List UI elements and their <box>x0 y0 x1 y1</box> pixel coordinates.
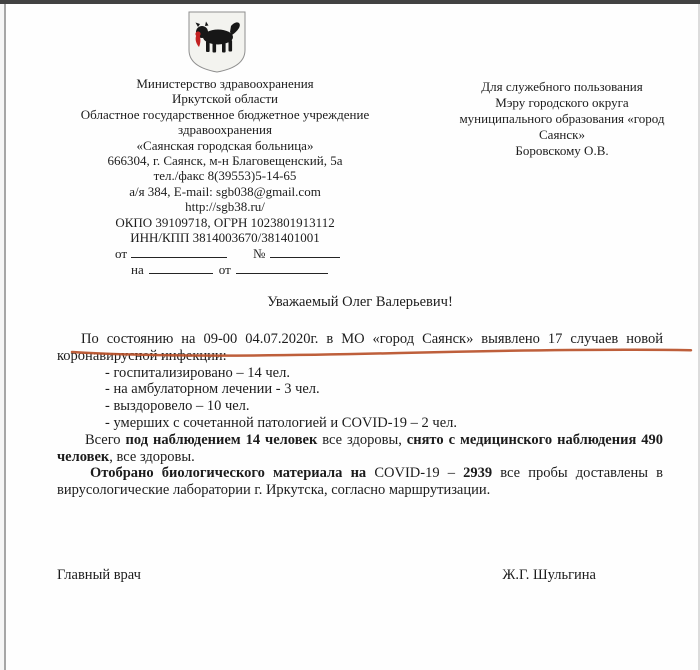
signer-name: Ж.Г. Шульгина <box>502 567 596 583</box>
signature-block <box>57 567 596 584</box>
number-label: № <box>253 246 266 262</box>
body-text: По состоянию на 09-00 04.07.2020г. в МО «город Саянск» выявлено 17 случаев новой <box>81 331 663 347</box>
reference-fields <box>58 246 392 277</box>
body-text: - выздоровело – 10 чел. <box>105 398 250 415</box>
addressee-lines <box>430 79 694 159</box>
body-text: , все здоровы. <box>109 448 195 465</box>
irkutsk-oblast-coat-of-arms-icon <box>185 10 249 74</box>
letterhead-line: Областное государственное бюджетное учреждение <box>80 106 370 122</box>
letterhead-line: http://sgb38.ru/ <box>185 199 265 215</box>
ot-label: от <box>115 246 128 262</box>
sender-letterhead <box>58 76 392 277</box>
incoming-blank-field <box>149 262 213 274</box>
body-text-bold: снято с медицинского наблюдения 490 <box>406 431 664 448</box>
body-text: - умерших с сочетанной патологией и COVID-19 – 2 чел. <box>105 414 458 431</box>
letterhead-line: ИНН/КПП 3814003670/381401001 <box>130 230 320 246</box>
body-text: COVID-19 – <box>366 465 464 482</box>
body-text: все пробы доставлены в <box>492 465 663 482</box>
outgoing-number-line <box>58 246 392 261</box>
letterhead-line: здравоохранения <box>178 122 272 138</box>
body-line <box>57 415 663 432</box>
body-line <box>57 482 663 499</box>
addressee-line: Для служебного пользования <box>481 79 643 94</box>
addressee-line: Боровскому О.В. <box>515 143 609 158</box>
body-line <box>57 432 663 449</box>
addressee-line: Саянск» <box>539 127 585 142</box>
incoming-number-line <box>58 262 392 277</box>
body-line <box>57 365 663 382</box>
incoming-date-blank-field <box>236 262 328 274</box>
body-text: - госпитализировано – 14 чел. <box>105 364 290 381</box>
body-line <box>57 398 663 415</box>
scan-left-border <box>4 4 6 670</box>
number-blank-field <box>270 246 340 258</box>
body-text: Всего <box>85 431 126 448</box>
letterhead-line: ОКПО 39109718, ОГРН 1023801913112 <box>115 214 335 230</box>
body-text-bold: Отобрано биологического материала на <box>90 465 367 482</box>
body-text: вирусологические лаборатории г. Иркутска, согласно маршрутизации. <box>57 482 491 499</box>
salutation: Уважаемый Олег Валерьевич! <box>267 294 453 310</box>
body-text-bold: под наблюдением 14 человек <box>125 431 318 448</box>
na-label: на <box>131 262 144 278</box>
ot-label-2: от <box>218 262 231 278</box>
body-text-bold: человек <box>57 448 110 465</box>
letterhead-line: тел./факс 8(39553)5-14-65 <box>153 168 297 184</box>
body-text: все здоровы, <box>317 431 407 448</box>
body-line <box>57 381 663 398</box>
body-line <box>57 449 663 466</box>
body-line <box>57 331 663 348</box>
scan-top-border <box>0 0 700 4</box>
letterhead-line: Министерство здравоохранения <box>136 76 314 91</box>
letterhead-line: Иркутской области <box>172 91 278 107</box>
body-line <box>57 348 663 365</box>
body-line <box>57 465 663 482</box>
body-paragraphs <box>57 331 663 499</box>
letterhead-line: а/я 384, E-mail: sgb038@gmail.com <box>129 183 321 199</box>
addressee-line: Мэру городского округа <box>495 95 629 110</box>
addressee-line: муниципального образования «город <box>459 111 665 126</box>
addressee-block <box>430 79 694 159</box>
body-text: коронавирусной инфекции: <box>57 347 227 364</box>
letterhead-line: 666304, г. Саянск, м-н Благовещенский, 5а <box>107 153 343 169</box>
body-text: - на амбулаторном лечении - 3 чел. <box>105 381 320 398</box>
letterhead-lines <box>58 76 392 245</box>
signer-position: Главный врач <box>57 567 141 583</box>
date-blank-field <box>131 246 227 258</box>
letterhead-line: «Саянская городская больница» <box>136 137 314 153</box>
body-text-bold: 2939 <box>463 465 493 482</box>
